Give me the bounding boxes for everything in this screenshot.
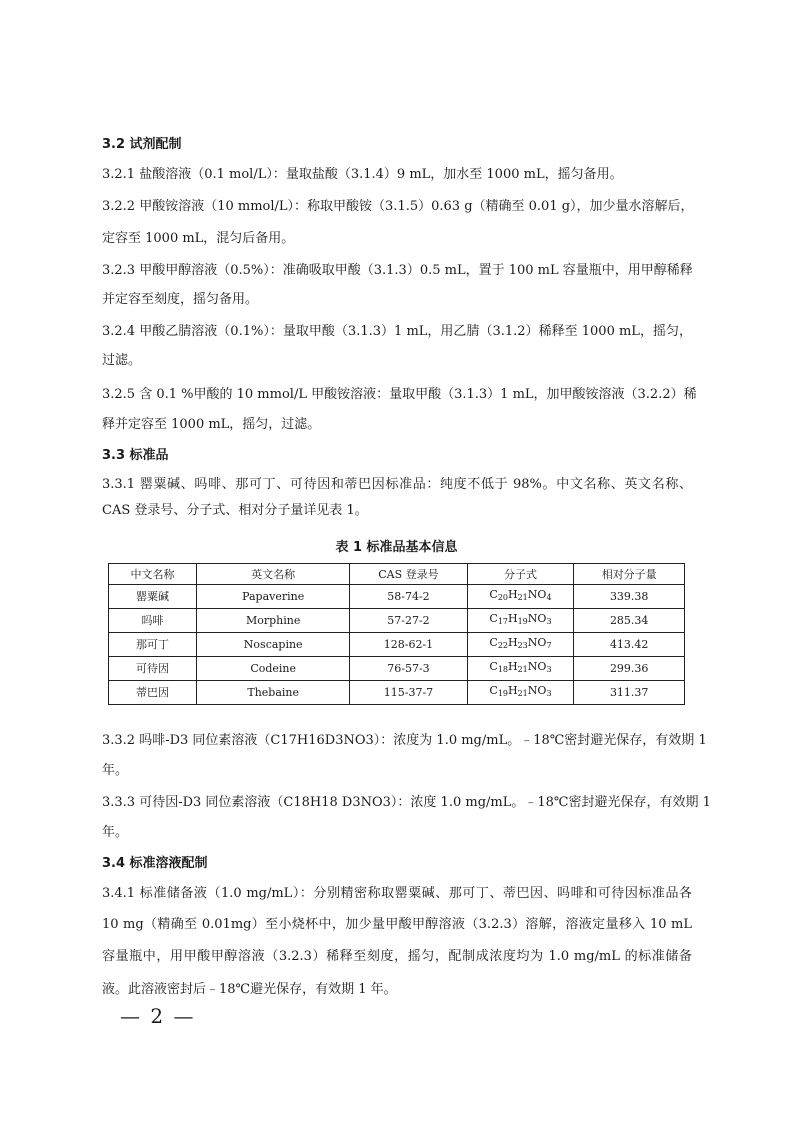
table-row: [109, 681, 685, 705]
section-heading-3-4: 3.4 标准溶液配制: [102, 856, 208, 871]
cell-molecular-weight: 285.34: [574, 609, 685, 633]
paragraph-3-3-3-line1: 3.3.3 可待因-D3 同位素溶液（C18H18 D3NO3）：浓度 1.0 mg/mL。﹣18℃密封避光保存，有效期 1: [102, 795, 711, 810]
paragraph-3-4-1-line3: 容量瓶中，用甲酸甲醇溶液（3.2.3）稀释至刻度，摇匀，配制成浓度均为 1.0 mg/mL 的标准储备: [102, 949, 692, 964]
cell-english-name: Noscapine: [197, 633, 350, 657]
table-row: [109, 633, 685, 657]
paragraph-3-4-1-line4: 液。此溶液密封后﹣18℃避光保存，有效期 1 年。: [102, 982, 397, 997]
cell-cas-number: 128-62-1: [350, 633, 467, 657]
cell-chinese-name: 可待因: [109, 657, 197, 681]
cell-chinese-name: 蒂巴因: [109, 681, 197, 705]
paragraph-3-2-2-line1: 3.2.2 甲酸铵溶液（10 mmol/L）：称取甲酸铵（3.1.5）0.63 g（精确至 0.01 g），加少量水溶解后，: [102, 199, 694, 214]
cell-chinese-name: 吗啡: [109, 609, 197, 633]
header-molecular-weight: 相对分子量: [574, 564, 685, 585]
paragraph-3-2-5-line1: 3.2.5 含 0.1 %甲酸的 10 mmol/L 甲酸铵溶液：量取甲酸（3.1.3）1 mL，加甲酸铵溶液（3.2.2）稀: [102, 387, 697, 402]
paragraph-3-4-1-line2: 10 mg（精确至 0.01mg）至小烧杯中，加少量甲酸甲醇溶液（3.2.3）溶解，溶液定量移入 10 mL: [102, 917, 692, 932]
section-heading-3-2: 3.2 试剂配制: [102, 137, 182, 152]
cell-formula: $C_{22}H_{23}NO_7$: [467, 633, 574, 657]
table-row: [109, 609, 685, 633]
standards-table: [108, 563, 685, 705]
paragraph-3-2-4-line1: 3.2.4 甲酸乙腈溶液（0.1%）：量取甲酸（3.1.3）1 mL，用乙腈（3.1.2）稀释至 1000 mL，摇匀，: [102, 324, 692, 339]
paragraph-3-3-2-line2: 年。: [102, 763, 129, 778]
cell-cas-number: 58-74-2: [350, 585, 467, 609]
cell-cas-number: 57-27-2: [350, 609, 467, 633]
paragraph-3-4-1-line1: 3.4.1 标准储备液（1.0 mg/mL）：分别精密称取罂粟碱、那可丁、蒂巴因、吗啡和可待因标准品各: [102, 886, 692, 901]
section-heading-3-3: 3.3 标准品: [102, 448, 169, 463]
header-cas-number: CAS 登录号: [350, 564, 467, 585]
cell-molecular-weight: 339.38: [574, 585, 685, 609]
cell-english-name: Codeine: [197, 657, 350, 681]
table-row: [109, 585, 685, 609]
paragraph-3-2-1: 3.2.1 盐酸溶液（0.1 mol/L）：量取盐酸（3.1.4）9 mL，加水至 1000 mL，摇匀备用。: [102, 167, 623, 182]
paragraph-3-3-1-line1: 3.3.1 罂粟碱、吗啡、那可丁、可待因和蒂巴因标准品：纯度不低于 98%。中文名称、英文名称、: [102, 477, 692, 492]
cell-chinese-name: 那可丁: [109, 633, 197, 657]
table-caption: 表 1 标准品基本信息: [335, 540, 458, 555]
cell-english-name: Papaverine: [197, 585, 350, 609]
cell-molecular-weight: 413.42: [574, 633, 685, 657]
header-chinese-name: 中文名称: [109, 564, 197, 585]
cell-cas-number: 76-57-3: [350, 657, 467, 681]
header-formula: 分子式: [467, 564, 574, 585]
header-english-name: 英文名称: [197, 564, 350, 585]
cell-english-name: Thebaine: [197, 681, 350, 705]
cell-formula: $C_{20}H_{21}NO_4$: [467, 585, 574, 609]
cell-molecular-weight: 311.37: [574, 681, 685, 705]
paragraph-3-3-2-line1: 3.3.2 吗啡-D3 同位素溶液（C17H16D3NO3）：浓度为 1.0 mg/mL。﹣18℃密封避光保存，有效期 1: [102, 733, 707, 748]
cell-formula: $C_{19}H_{21}NO_3$: [467, 681, 574, 705]
paragraph-3-3-3-line2: 年。: [102, 825, 129, 840]
cell-molecular-weight: 299.36: [574, 657, 685, 681]
cell-cas-number: 115-37-7: [350, 681, 467, 705]
table-row: [109, 657, 685, 681]
paragraph-3-2-5-line2: 释并定容至 1000 mL，摇匀，过滤。: [102, 417, 321, 432]
cell-formula: $C_{18}H_{21}NO_3$: [467, 657, 574, 681]
page-number: — 2 —: [120, 1004, 196, 1028]
paragraph-3-3-1-line2: CAS 登录号、分子式、相对分子量详见表 1。: [102, 503, 368, 518]
table-header-row: [109, 564, 685, 585]
paragraph-3-2-3-line1: 3.2.3 甲酸甲醇溶液（0.5%）：准确吸取甲酸（3.1.3）0.5 mL，置于 100 mL 容量瓶中，用甲醇稀释: [102, 263, 693, 278]
cell-chinese-name: 罂粟碱: [109, 585, 197, 609]
paragraph-3-2-4-line2: 过滤。: [102, 353, 142, 368]
paragraph-3-2-2-line2: 定容至 1000 mL，混匀后备用。: [102, 231, 295, 246]
cell-english-name: Morphine: [197, 609, 350, 633]
cell-formula: $C_{17}H_{19}NO_3$: [467, 609, 574, 633]
paragraph-3-2-3-line2: 并定容至刻度，摇匀备用。: [102, 292, 259, 307]
